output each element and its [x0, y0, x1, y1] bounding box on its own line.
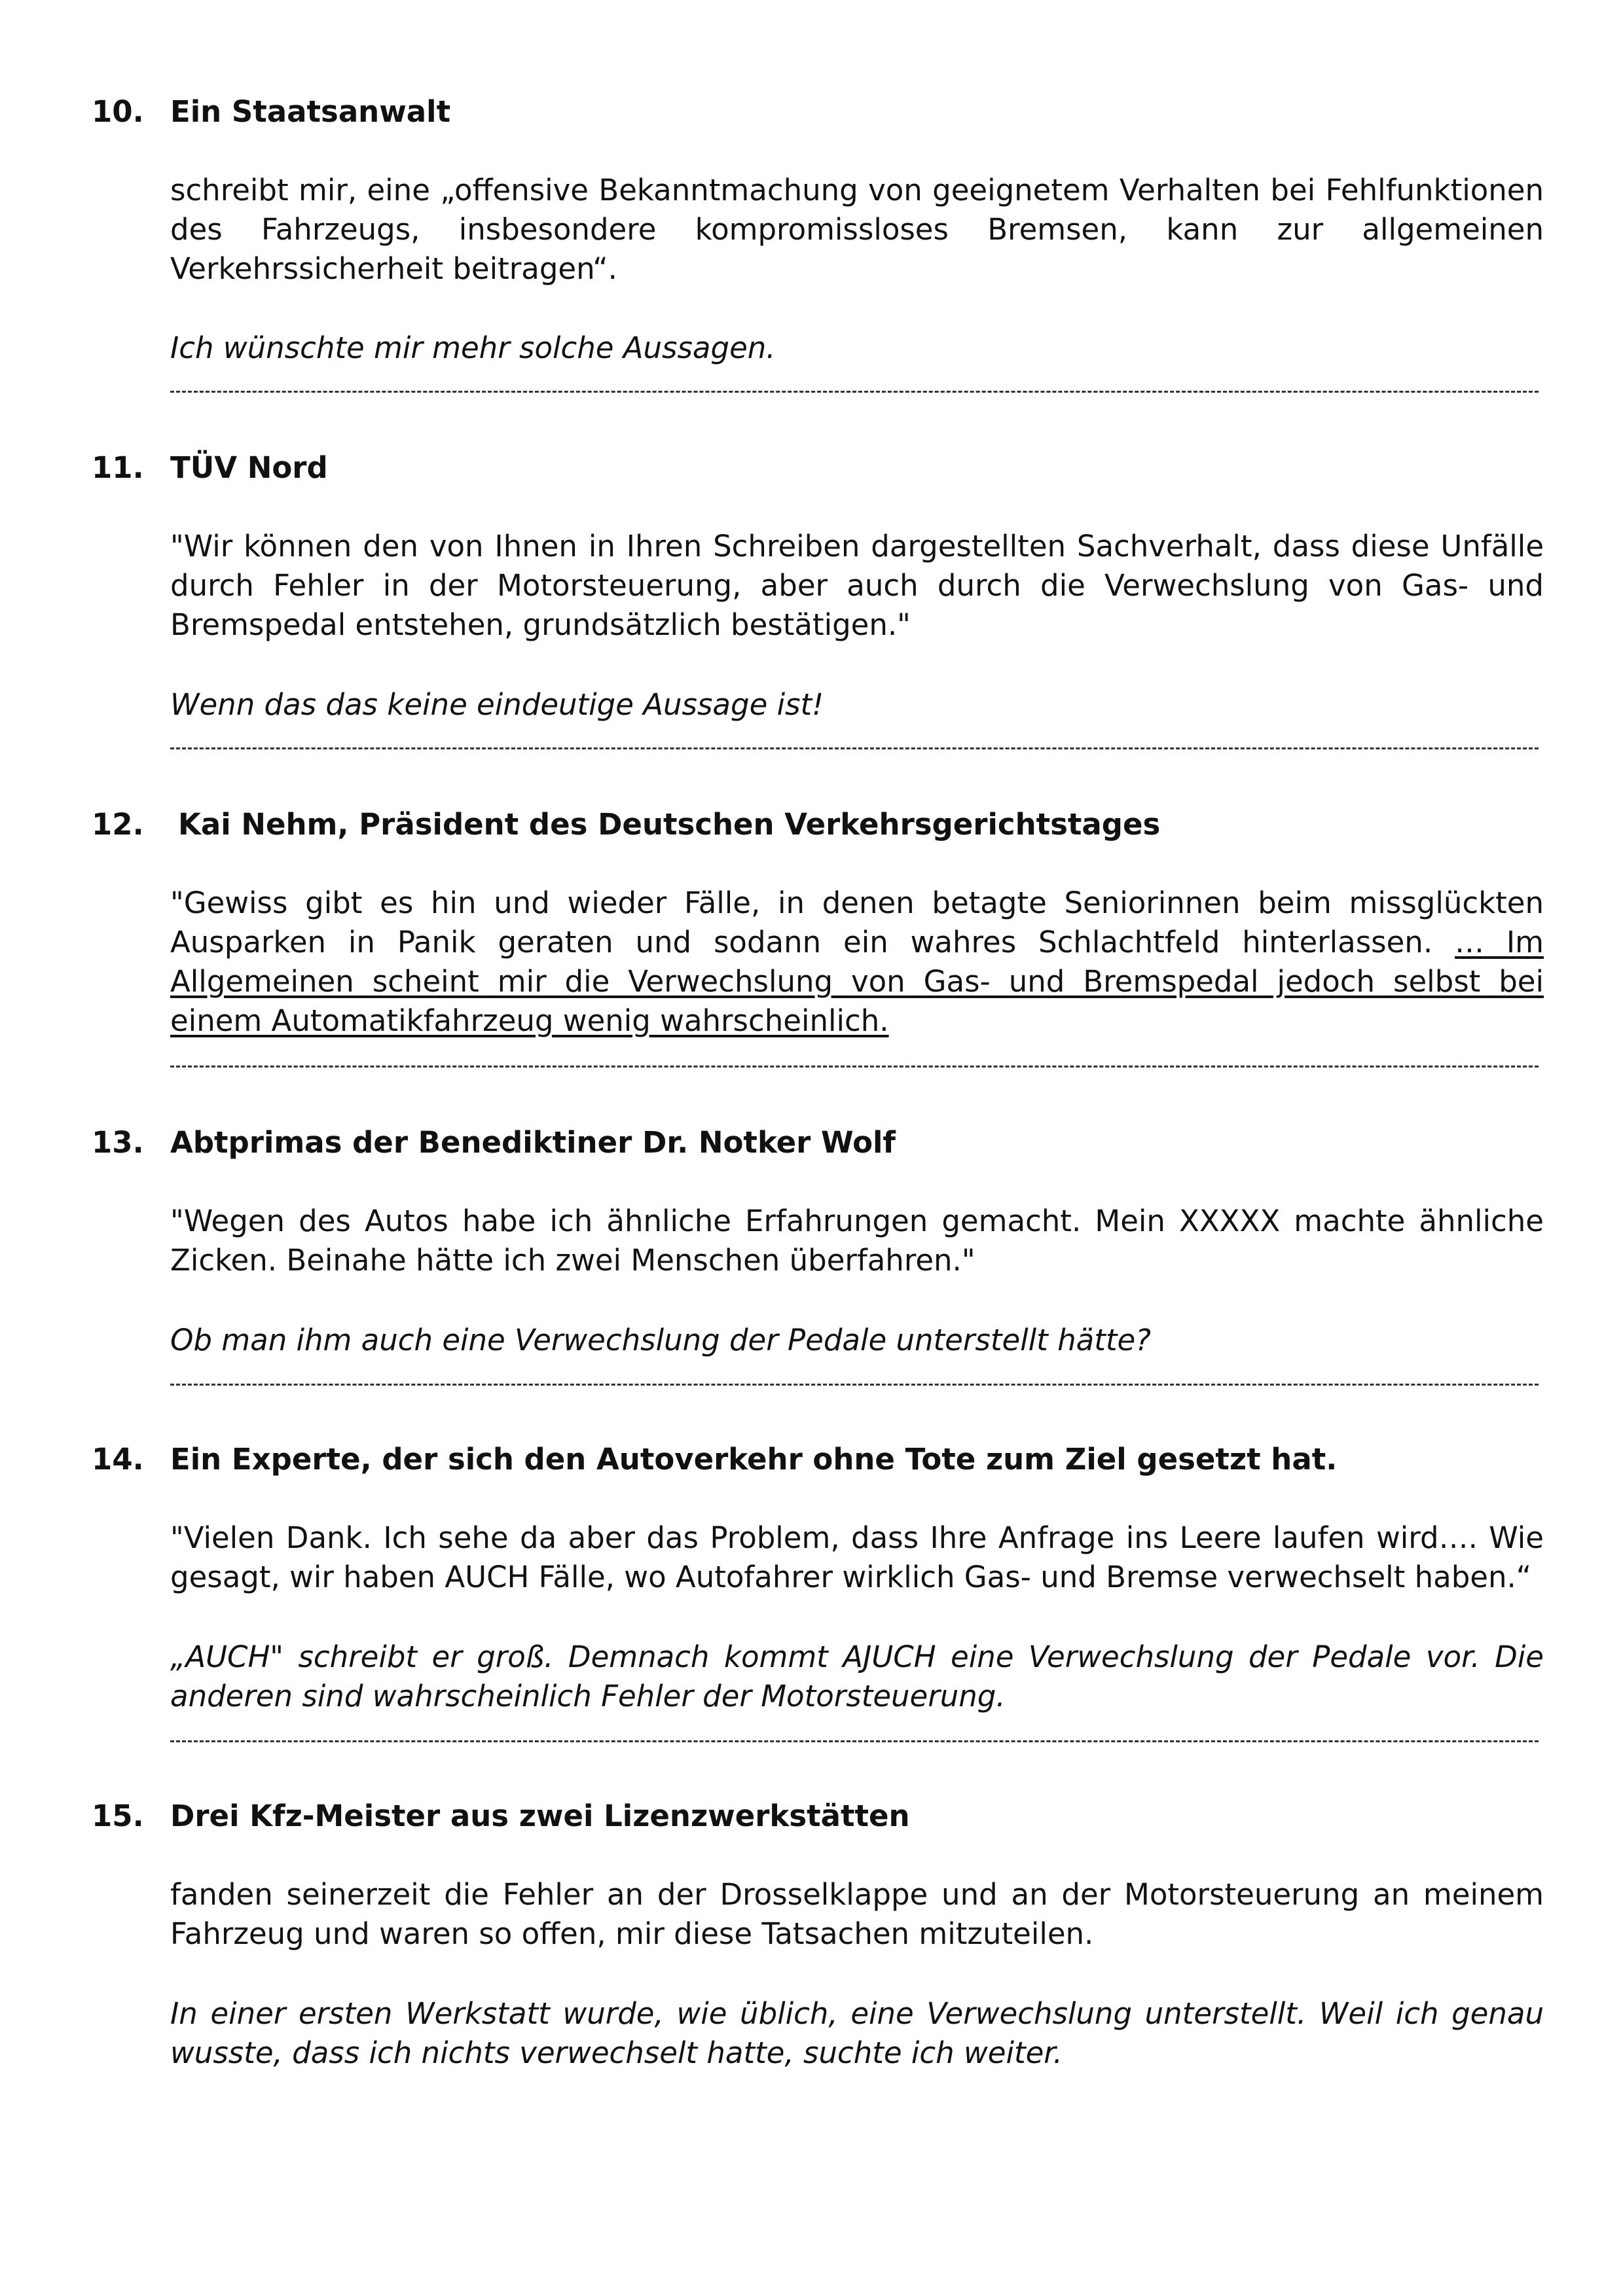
quote-underlined-text: … Im Allgemeinen scheint mir die Verwechslung von Gas- und Bremspedal jedoch selbst bei einem Automatikfahrzeug wenig wahrscheinlich. — [170, 925, 1544, 1038]
section-number: 12. — [92, 807, 144, 842]
section-12-body — [170, 884, 1544, 1041]
separator-line — [170, 1384, 1539, 1386]
section-title: Ein Experte, der sich den Autoverkehr ohne Tote zum Ziel gesetzt hat. — [170, 1442, 1338, 1477]
section-15-body: fanden seinerzeit die Fehler an der Drosselklappe und an der Motorsteuerung an meinem Fahrzeug und waren so offen, mir diese Tatsachen mitzuteilen. — [170, 1877, 1544, 1951]
section-title: TÜV Nord — [170, 450, 328, 485]
section-number: 10. — [92, 94, 144, 129]
section-title: Abtprimas der Benediktiner Dr. Notker Wolf — [170, 1125, 896, 1160]
section-15-comment: In einer ersten Werkstatt wurde, wie üblich, eine Verwechslung unterstellt. Weil ich genau wusste, dass ich nichts verwechselt hatte, suchte ich weiter. — [170, 1996, 1544, 2070]
section-14-comment: „AUCH" schreibt er groß. Demnach kommt AJUCH eine Verwechslung der Pedale vor. Die anderen sind wahrscheinlich Fehler der Motorsteuerung. — [170, 1640, 1544, 1713]
section-13-comment: Ob man ihm auch eine Verwechslung der Pedale unterstellt hätte? — [170, 1323, 1152, 1357]
section-title: Kai Nehm, Präsident des Deutschen Verkehrsgerichtstages — [178, 807, 1161, 842]
section-11-comment: Wenn das das keine eindeutige Aussage ist! — [170, 687, 824, 722]
section-number: 13. — [92, 1125, 144, 1160]
section-number: 15. — [92, 1799, 144, 1833]
quote-text: "Gewiss gibt es hin und wieder Fälle, in denen betagte Seniorinnen beim missglückten Ausparken in Panik geraten und sodann ein wahres Schlachtfeld hinterlassen. — [170, 886, 1544, 960]
section-number: 11. — [92, 450, 144, 485]
separator-line — [170, 391, 1539, 393]
section-10-body: schreibt mir, eine „offensive Bekanntmachung von geeignetem Verhalten bei Fehlfunktionen des Fahrzeugs, insbesondere kompromissloses Bremsen, kann zur allgemeinen Verkehrssicherheit beitragen“. — [170, 173, 1544, 286]
separator-line — [170, 747, 1539, 749]
section-13-body: "Wegen des Autos habe ich ähnliche Erfahrungen gemacht. Mein XXXXX machte ähnliche Zicken. Beinahe hätte ich zwei Menschen überfahren." — [170, 1204, 1544, 1278]
section-11-body: "Wir können den von Ihnen in Ihren Schreiben dargestellten Sachverhalt, dass diese Unfälle durch Fehler in der Motorsteuerung, aber auch durch die Verwechslung von Gas- und Bremspedal entstehen, grundsätzlich bestätigen." — [170, 529, 1544, 642]
separator-line — [170, 1066, 1539, 1067]
separator-line — [170, 1740, 1539, 1742]
section-10-comment: Ich wünschte mir mehr solche Aussagen. — [170, 331, 776, 365]
section-14-body: "Vielen Dank. Ich sehe da aber das Problem, dass Ihre Anfrage ins Leere laufen wird…. Wie gesagt, wir haben AUCH Fälle, wo Autofahrer wirklich Gas- und Bremse verwechselt haben.“ — [170, 1520, 1544, 1594]
section-title: Ein Staatsanwalt — [170, 94, 451, 129]
section-number: 14. — [92, 1442, 144, 1477]
section-title: Drei Kfz-Meister aus zwei Lizenzwerkstätten — [170, 1799, 910, 1833]
